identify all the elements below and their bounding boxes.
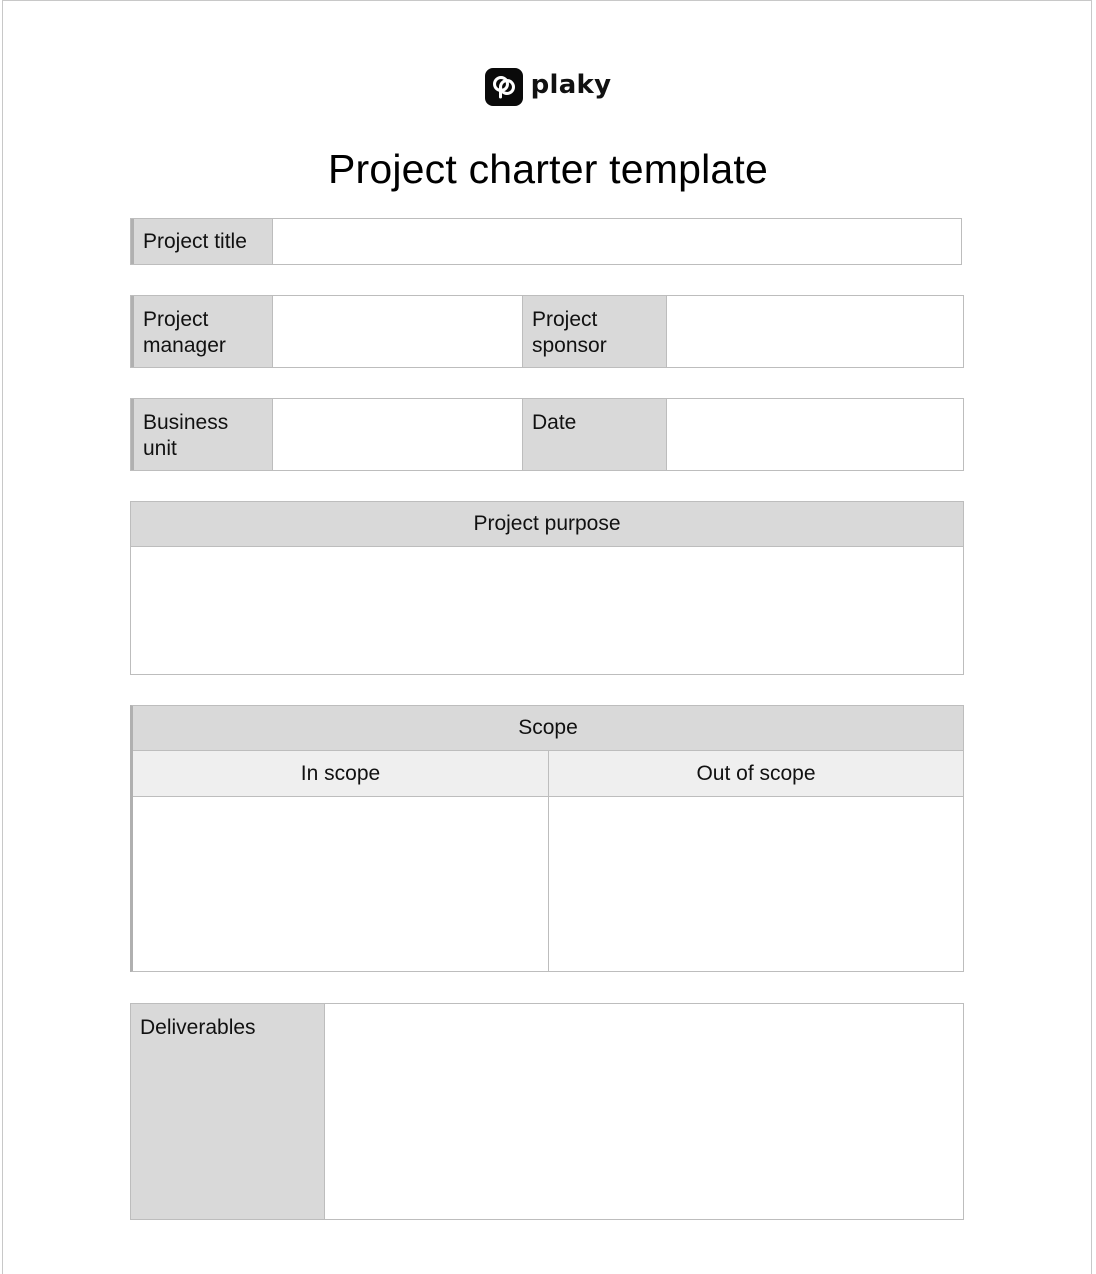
date-label: Date	[522, 399, 666, 470]
business-unit-label: Business unit	[131, 399, 272, 470]
scope-body	[133, 797, 963, 971]
scope-subheaders	[133, 751, 963, 797]
project-manager-field[interactable]	[272, 296, 522, 367]
project-title-field[interactable]	[272, 219, 961, 264]
manager-sponsor-table	[130, 295, 964, 368]
in-scope-heading: In scope	[133, 751, 548, 797]
project-sponsor-label: Project sponsor	[522, 296, 666, 367]
out-of-scope-field[interactable]	[548, 797, 963, 971]
project-title-table	[130, 218, 962, 265]
brand-logo	[0, 68, 1096, 106]
brand-name: plaky	[530, 70, 612, 100]
project-purpose-field[interactable]	[131, 547, 963, 674]
page-title: Project charter template	[327, 146, 769, 192]
plaky-logo-icon	[485, 68, 523, 106]
date-field[interactable]	[666, 399, 963, 470]
project-title-label: Project title	[131, 219, 272, 264]
project-purpose-table	[130, 501, 964, 675]
project-manager-label: Project manager	[131, 296, 272, 367]
deliverables-field[interactable]	[324, 1004, 963, 1219]
project-purpose-heading: Project purpose	[131, 502, 963, 547]
business-date-table	[130, 398, 964, 471]
project-sponsor-field[interactable]	[666, 296, 963, 367]
in-scope-field[interactable]	[133, 797, 548, 971]
out-of-scope-heading: Out of scope	[548, 751, 963, 797]
scope-table	[130, 705, 964, 972]
deliverables-table	[130, 1003, 964, 1220]
business-unit-field[interactable]	[272, 399, 522, 470]
deliverables-label: Deliverables	[131, 1004, 324, 1219]
scope-heading: Scope	[133, 706, 963, 751]
